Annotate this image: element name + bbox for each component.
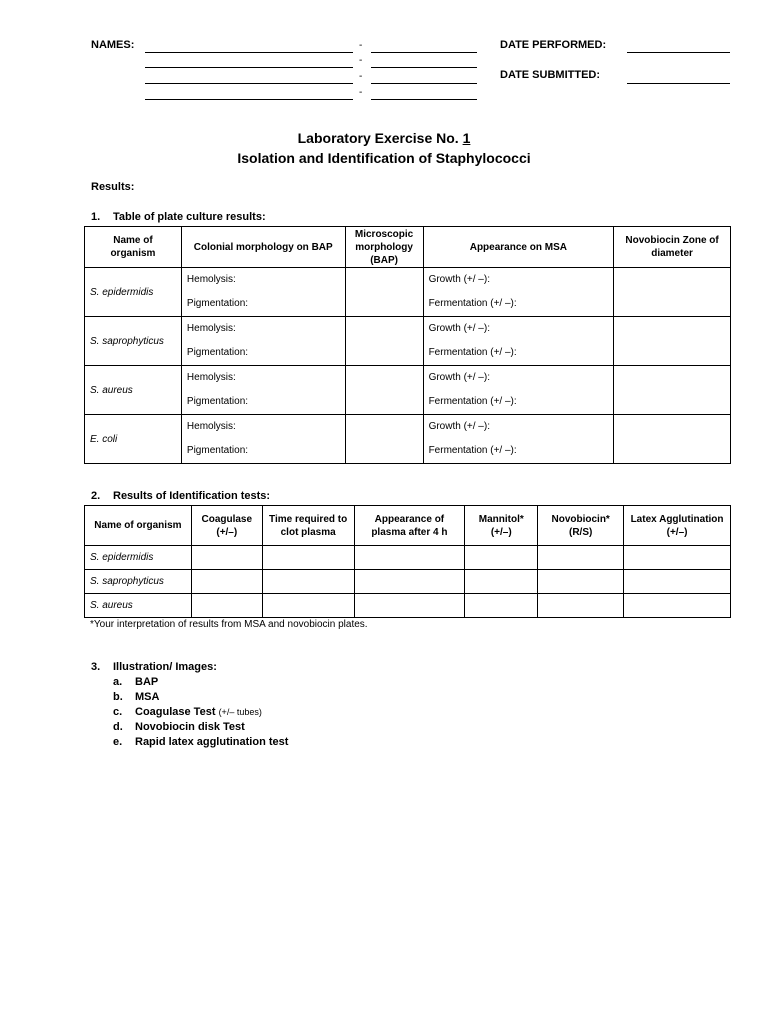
col-header-novobiocin: Novobiocin* (R/S) (538, 506, 624, 546)
list-letter: e. (113, 736, 123, 748)
pigmentation-label: Pigmentation: (186, 445, 249, 456)
exercise-number: 1 (462, 130, 471, 146)
section-3-heading (91, 661, 217, 673)
name-line-4a[interactable] (145, 99, 353, 100)
section-1-number: 1. (91, 211, 101, 223)
col-header-coagulase: Coagulase (+/–) (191, 506, 262, 546)
date-performed-label: DATE PERFORMED: (500, 39, 607, 51)
colonial-cell[interactable] (181, 415, 345, 464)
col-header-colonial: Colonial morphology on BAP (181, 227, 345, 268)
colonial-cell[interactable] (181, 317, 345, 366)
dash-4: - (359, 87, 363, 98)
exercise-title-prefix: Laboratory Exercise No. (297, 130, 459, 146)
col-header-mannitol: Mannitol* (+/–) (465, 506, 538, 546)
latex-cell[interactable] (624, 546, 731, 570)
col-header-msa: Appearance on MSA (423, 227, 614, 268)
results-label: Results: (91, 181, 135, 193)
growth-label: Growth (+/ –): (428, 323, 490, 334)
msa-cell[interactable] (423, 415, 614, 464)
novobiocin-cell[interactable] (614, 317, 731, 366)
novobiocin-cell[interactable] (538, 546, 624, 570)
growth-label: Growth (+/ –): (428, 274, 490, 285)
section-3-number: 3. (91, 661, 101, 673)
novobiocin-cell[interactable] (614, 268, 731, 317)
colonial-cell[interactable] (181, 366, 345, 415)
section-2-number: 2. (91, 490, 101, 502)
list-text: Coagulase Test (135, 706, 216, 718)
list-text: Rapid latex agglutination test (135, 736, 289, 748)
fermentation-label: Fermentation (+/ –): (428, 347, 517, 358)
latex-cell[interactable] (624, 594, 731, 618)
footnote: *Your interpretation of results from MSA and novobiocin plates. (90, 619, 368, 630)
name-line-3b[interactable] (371, 83, 477, 84)
clot-time-cell[interactable] (262, 570, 354, 594)
table-row (85, 546, 731, 570)
hemolysis-label: Hemolysis: (186, 323, 236, 334)
msa-cell[interactable] (423, 268, 614, 317)
microscopic-cell[interactable] (345, 268, 423, 317)
clot-time-cell[interactable] (262, 546, 354, 570)
fermentation-label: Fermentation (+/ –): (428, 396, 517, 407)
col-header-latex: Latex Agglutination (+/–) (624, 506, 731, 546)
col-header-organism: Name of organism (85, 227, 182, 268)
list-extra: (+/– tubes) (218, 707, 262, 717)
date-performed-line[interactable] (627, 52, 730, 53)
list-letter: c. (113, 706, 123, 718)
table-row (85, 415, 731, 464)
microscopic-cell[interactable] (345, 366, 423, 415)
organism-cell: S. epidermidis (85, 268, 182, 317)
coagulase-cell[interactable] (191, 594, 262, 618)
clot-time-cell[interactable] (262, 594, 354, 618)
organism-cell: S. epidermidis (85, 546, 192, 570)
msa-cell[interactable] (423, 366, 614, 415)
table-row (85, 268, 731, 317)
growth-label: Growth (+/ –): (428, 421, 490, 432)
date-submitted-line[interactable] (627, 83, 730, 84)
exercise-subtitle: Isolation and Identification of Staphylococci (237, 150, 531, 166)
table-row (85, 594, 731, 618)
fermentation-label: Fermentation (+/ –): (428, 445, 517, 456)
list-letter: b. (113, 691, 123, 703)
names-label: NAMES: (91, 39, 135, 51)
pigmentation-label: Pigmentation: (186, 347, 249, 358)
list-letter: d. (113, 721, 123, 733)
coagulase-cell[interactable] (191, 546, 262, 570)
pigmentation-label: Pigmentation: (186, 298, 249, 309)
list-item (113, 720, 288, 735)
table-header-row (85, 227, 731, 268)
organism-cell: E. coli (85, 415, 182, 464)
name-line-2b[interactable] (371, 67, 477, 68)
organism-cell: S. aureus (85, 594, 192, 618)
table-row (85, 317, 731, 366)
plasma-cell[interactable] (354, 594, 465, 618)
mannitol-cell[interactable] (465, 546, 538, 570)
section-3-title: Illustration/ Images: (113, 661, 217, 673)
list-text: MSA (135, 691, 160, 703)
latex-cell[interactable] (624, 570, 731, 594)
mannitol-cell[interactable] (465, 570, 538, 594)
list-text: BAP (135, 676, 159, 688)
name-line-2a[interactable] (145, 67, 353, 68)
list-item (113, 690, 288, 705)
hemolysis-label: Hemolysis: (186, 274, 236, 285)
mannitol-cell[interactable] (465, 594, 538, 618)
col-header-clot-time: Time required to clot plasma (262, 506, 354, 546)
name-line-4b[interactable] (371, 99, 477, 100)
novobiocin-cell[interactable] (538, 570, 624, 594)
growth-label: Growth (+/ –): (428, 372, 490, 383)
organism-cell: S. aureus (85, 366, 182, 415)
list-item (113, 735, 288, 750)
hemolysis-label: Hemolysis: (186, 372, 236, 383)
colonial-cell[interactable] (181, 268, 345, 317)
col-header-plasma-appearance: Appearance of plasma after 4 h (354, 506, 465, 546)
dash-3: - (359, 71, 363, 82)
dash-1: - (359, 40, 363, 51)
fermentation-label: Fermentation (+/ –): (428, 298, 517, 309)
organism-cell: S. saprophyticus (85, 317, 182, 366)
microscopic-cell[interactable] (345, 317, 423, 366)
hemolysis-label: Hemolysis: (186, 421, 236, 432)
name-line-1b[interactable] (371, 52, 477, 53)
section-2-title: Results of Identification tests: (113, 490, 271, 502)
coagulase-cell[interactable] (191, 570, 262, 594)
name-line-1a[interactable] (145, 52, 353, 53)
table-row (85, 570, 731, 594)
list-item (113, 675, 288, 690)
section-2-heading (91, 490, 270, 502)
novobiocin-cell[interactable] (614, 415, 731, 464)
organism-cell: S. saprophyticus (85, 570, 192, 594)
list-item (113, 705, 288, 720)
dash-2: - (359, 55, 363, 66)
section-1-heading (91, 211, 266, 223)
table-header-row (85, 506, 731, 546)
pigmentation-label: Pigmentation: (186, 396, 249, 407)
plasma-cell[interactable] (354, 546, 465, 570)
illustration-list (113, 675, 288, 750)
col-header-microscopic: Microscopic morphology (BAP) (345, 227, 423, 268)
microscopic-cell[interactable] (345, 415, 423, 464)
date-submitted-label: DATE SUBMITTED: (500, 69, 601, 81)
identification-table (84, 505, 731, 618)
section-1-title: Table of plate culture results: (113, 211, 266, 223)
exercise-title (0, 130, 768, 146)
col-header-novobiocin: Novobiocin Zone of diameter (614, 227, 731, 268)
name-line-3a[interactable] (145, 83, 353, 84)
plate-culture-table (84, 226, 731, 464)
msa-cell[interactable] (423, 317, 614, 366)
plasma-cell[interactable] (354, 570, 465, 594)
list-text: Novobiocin disk Test (135, 721, 245, 733)
novobiocin-cell[interactable] (538, 594, 624, 618)
novobiocin-cell[interactable] (614, 366, 731, 415)
list-letter: a. (113, 676, 123, 688)
table-row (85, 366, 731, 415)
col-header-organism: Name of organism (85, 506, 192, 546)
